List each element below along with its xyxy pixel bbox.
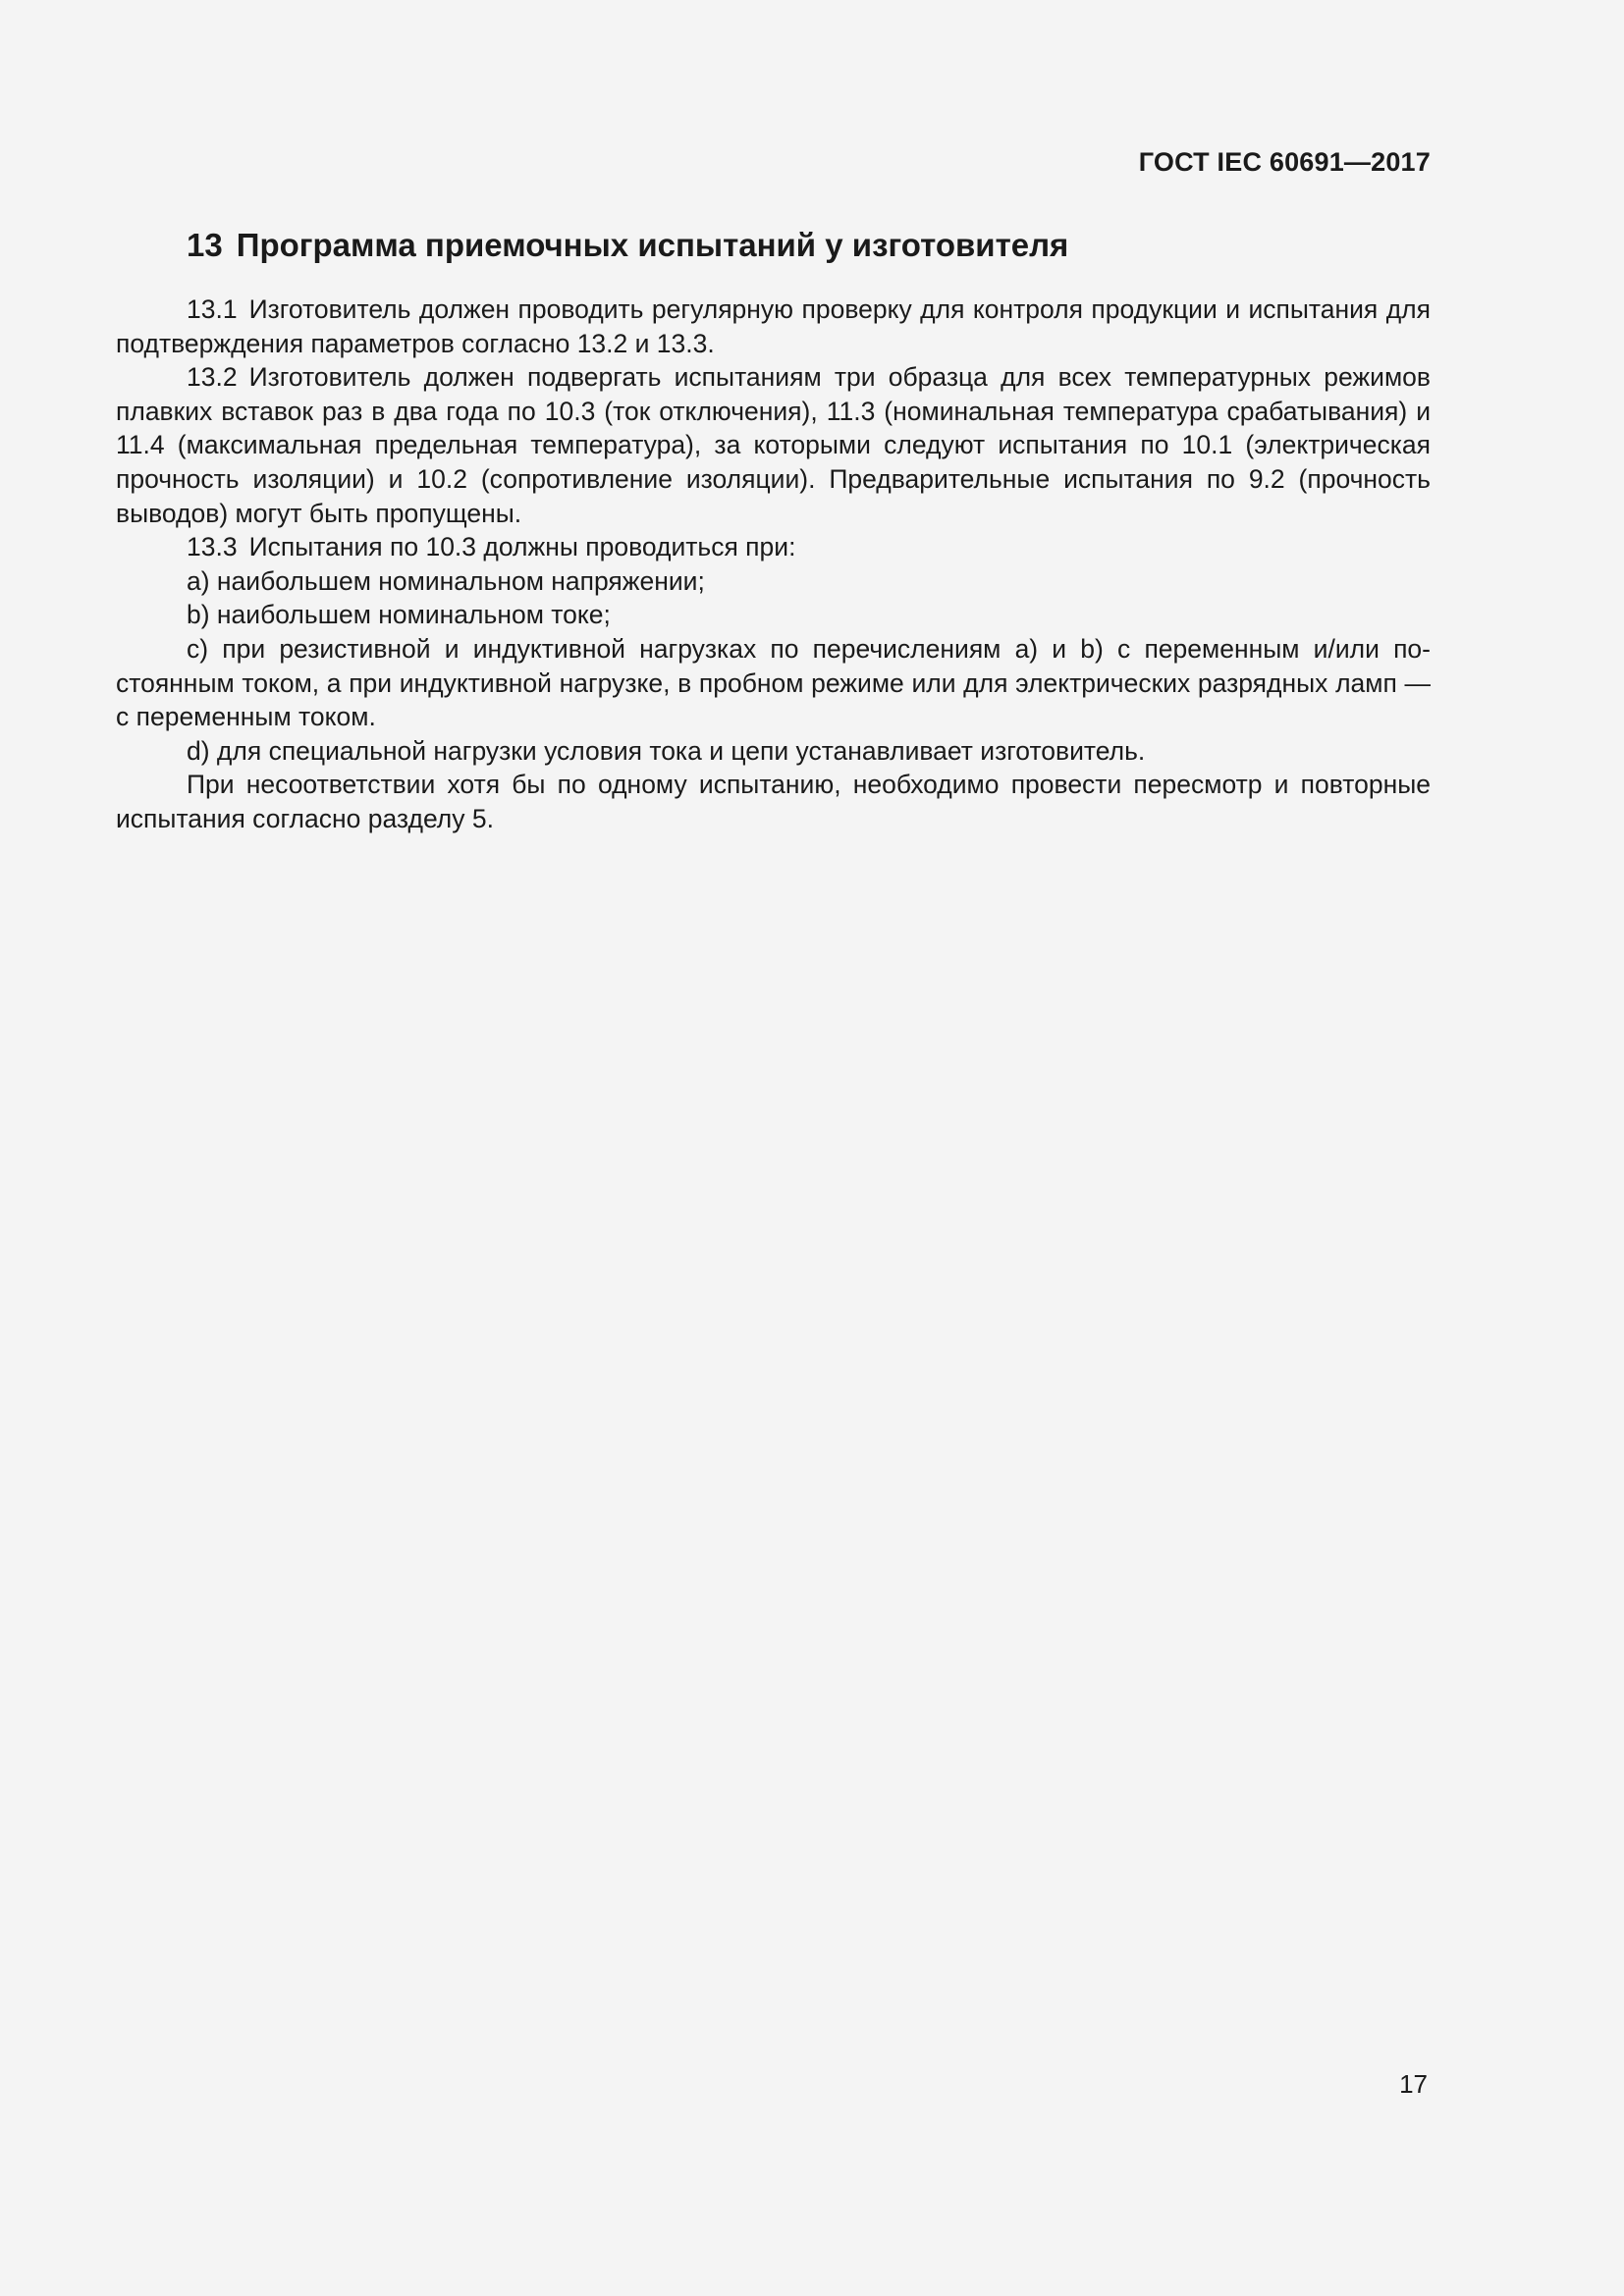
page-content bbox=[116, 220, 1431, 836]
document-header: ГОСТ IEC 60691—2017 bbox=[1138, 147, 1431, 177]
list-item-a: а) наибольшем номинальном напряжении; bbox=[187, 565, 705, 596]
paragraph-13-3 bbox=[116, 530, 1431, 564]
paragraph-text: Испытания по 10.3 должны проводиться при: bbox=[248, 532, 796, 562]
paragraph-number: 13.2 bbox=[187, 362, 238, 393]
list-item-b: b) наибольшем номинальном токе; bbox=[187, 600, 611, 630]
page-number: 17 bbox=[1399, 2069, 1428, 2099]
list-item-d: d) для специальной нагрузки условия тока и цепи устанавливает изготовитель. bbox=[187, 735, 1146, 766]
paragraph-text: Изготовитель должен подвергать испытаниям три образца для всех температурных режимов плавких вставок раз в два года по 10.3 (ток отключения), 11.3 (номинальная температура срабатывания) и 11.4 (максимальная предельная температура), за которыми следуют испытания по 10.1 (электрическая прочность изоляции) и 10.2 (сопротивление изоляции). Предварительные испытания по 9.2 (прочность выводов) могут быть пропущены. bbox=[116, 362, 1431, 528]
section-title: Программа приемочных испытаний у изготовителя bbox=[236, 227, 1069, 263]
section-heading bbox=[116, 220, 1431, 271]
closing-paragraph: При несоответствии хотя бы по одному испытанию, необходимо провести пересмотр и повторные испытания согласно разделу 5. bbox=[116, 770, 1431, 833]
paragraph-13-2 bbox=[116, 360, 1431, 530]
paragraph-13-1 bbox=[116, 293, 1431, 360]
section-number: 13 bbox=[187, 227, 223, 263]
paragraph-number: 13.1 bbox=[187, 294, 238, 324]
list-item-c: c) при резистивной и индуктивной нагрузках по перечислениям а) и b) с переменным и/или постоянным током, а при индуктивной нагрузке, в пробном режиме или для электрических разрядных ламп — с переменным током. bbox=[116, 633, 1431, 732]
paragraph-number: 13.3 bbox=[187, 532, 238, 562]
paragraph-text: Изготовитель должен проводить регулярную проверку для контроля продукции и испытания для подтверждения параметров согласно 13.2 и 13.3. bbox=[116, 294, 1431, 358]
